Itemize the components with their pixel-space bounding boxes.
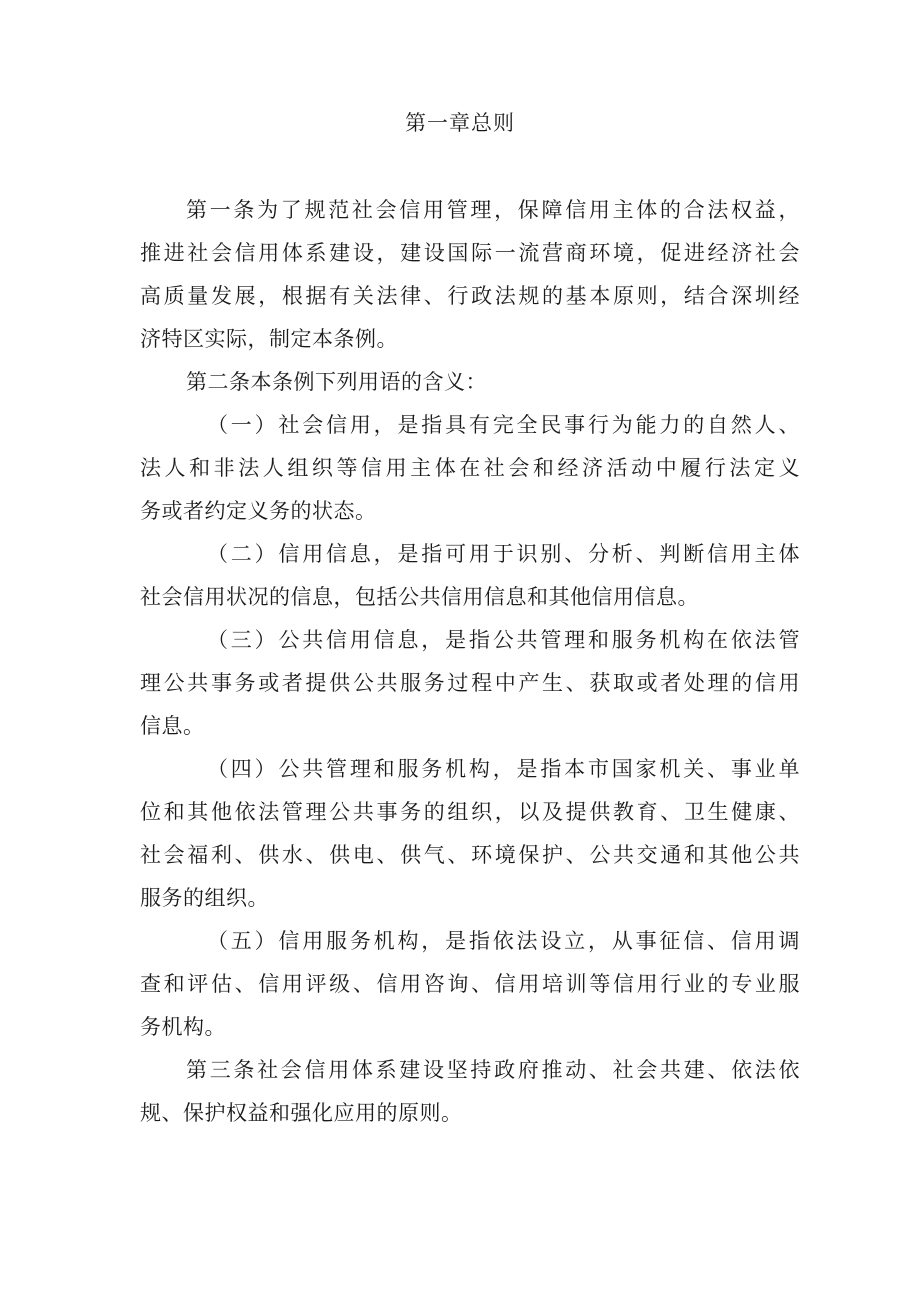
paragraph-line: 济特区实际，制定本条例。	[140, 327, 398, 351]
paragraph-line: 社会福利、供水、供电、供气、环境保护、公共交通和其他公共	[140, 843, 800, 867]
paragraph-line: 服务的组织。	[140, 886, 269, 910]
paragraph-line: 查和评估、信用评级、信用咨询、信用培训等信用行业的专业服	[140, 972, 800, 996]
paragraph-line: 务或者约定义务的状态。	[140, 499, 377, 523]
chapter-title: 第一章总则	[405, 111, 515, 135]
paragraph-line: 理公共事务或者提供公共服务过程中产生、获取或者处理的信用	[140, 671, 800, 695]
paragraph-line: 位和其他依法管理公共事务的组织，以及提供教育、卫生健康、	[140, 800, 800, 824]
paragraph-line: 第二条本条例下列用语的含义：	[186, 370, 487, 394]
paragraph-line: （一）社会信用，是指具有完全民事行为能力的自然人、	[207, 413, 800, 437]
paragraph-line: 规、保护权益和强化应用的原则。	[140, 1101, 463, 1125]
paragraph-line: （五）信用服务机构，是指依法设立，从事征信、信用调	[207, 929, 800, 953]
paragraph-line: 高质量发展，根据有关法律、行政法规的基本原则，结合深圳经	[140, 284, 800, 308]
paragraph-line: 社会信用状况的信息，包括公共信用信息和其他信用信息。	[140, 585, 699, 609]
paragraph-line: 第一条为了规范社会信用管理，保障信用主体的合法权益，	[186, 198, 800, 222]
paragraph-line: 第三条社会信用体系建设坚持政府推动、社会共建、依法依	[186, 1058, 800, 1082]
paragraph-line: 推进社会信用体系建设，建设国际一流营商环境，促进经济社会	[140, 241, 800, 265]
paragraph-line: 信息。	[140, 714, 205, 738]
paragraph-line: 法人和非法人组织等信用主体在社会和经济活动中履行法定义	[140, 456, 800, 480]
paragraph-line: （二）信用信息，是指可用于识别、分析、判断信用主体	[207, 542, 800, 566]
paragraph-line: 务机构。	[140, 1015, 226, 1039]
paragraph-line: （三）公共信用信息，是指公共管理和服务机构在依法管	[207, 628, 800, 652]
paragraph-line: （四）公共管理和服务机构，是指本市国家机关、事业单	[207, 757, 800, 781]
document-body	[140, 0, 800, 1301]
